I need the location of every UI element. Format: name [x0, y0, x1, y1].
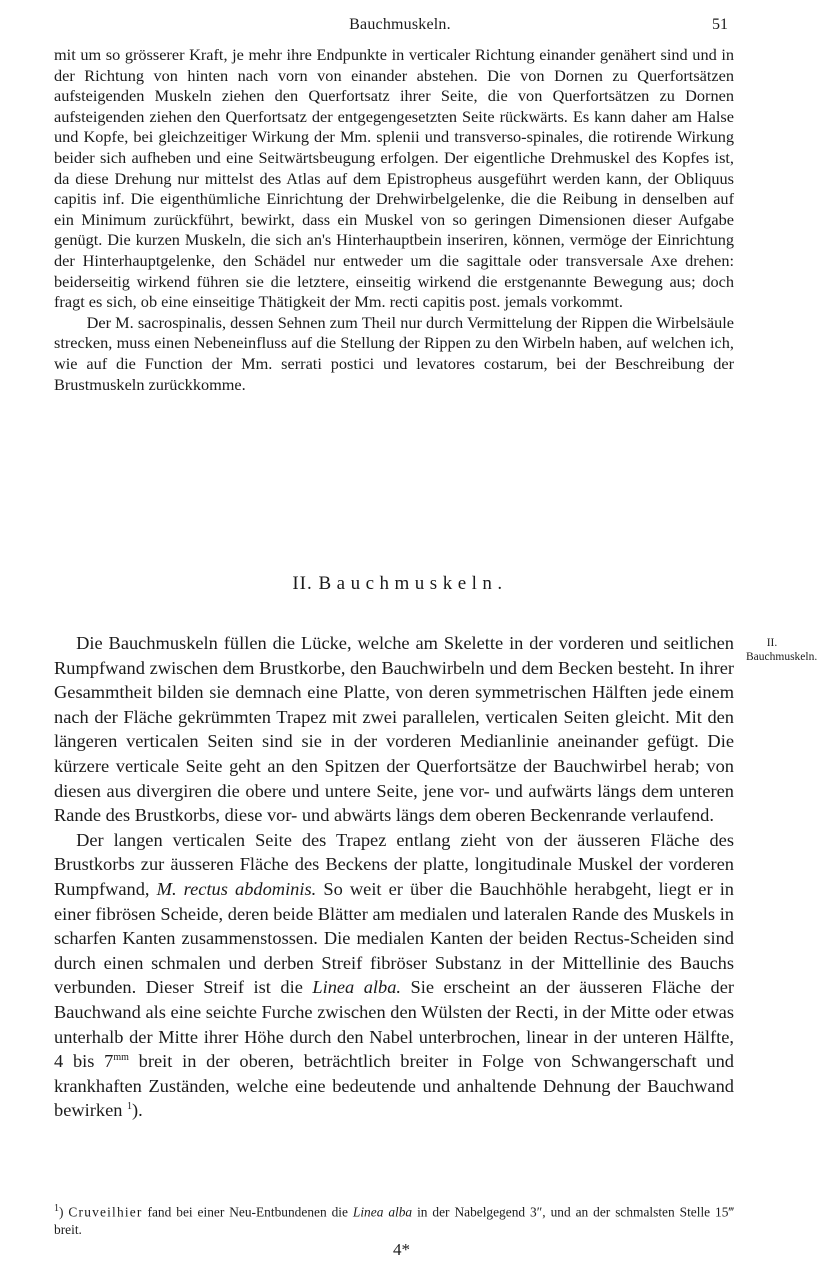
footnote-label: 1 [54, 1203, 59, 1214]
paragraph [54, 828, 734, 1123]
anatomical-term: Linea alba. [312, 977, 402, 998]
running-head [0, 16, 800, 36]
paragraph: Die Bauchmuskeln füllen die Lücke, welche am Skelette in der vorderen und seitlichen Rumpfwand zwischen dem Brustkorbe, den Bauchwirbeln und dem Becken besteht. In ihrer Gesammtheit bilden sie demnach eine Platte, von deren symmetrischen Hälften jede einem nach der Fläche gekrümmten Trapez mit zwei parallelen, verticalen Seiten gleicht. Mit den längeren verticalen Seiten sind sie in der vorderen Medianlinie aneinander gefügt. Die kürzere verticale Seite geht an den Spitzen der Querfortsätze der Bauchwirbel herab; von diesen aus divergiren die obere und untere Seite, jene vor- und aufwärts längs dem unteren Rande des Brustkorbs, diese vor- und abwärts längs dem oberen Beckenrande verlaufend. [54, 633, 734, 826]
text-run: So weit er über die Bauchhöhle herabgeht, liegt er in einer fibrösen Scheide, deren beide Blätter am medialen und lateralen Rande des Muskels in scharfen Kanten zusammenstossen. Die medialen Kanten der beiden Rectus-Scheiden sind durch einen schmalen und derben Streif fibröser Substanz in der Mittellinie des Bauchs verbunden. Dieser Streif ist die [54, 878, 734, 998]
footnote-reference: 1 [127, 1101, 133, 1113]
unit-superscript: mm [113, 1051, 129, 1063]
page-number: 51 [712, 16, 728, 33]
footnote-text: in der Nabelgegend 3″, und an der schmalsten Stelle 15‴ breit. [54, 1204, 735, 1238]
signature-mark: 4* [393, 1240, 410, 1259]
running-title: Bauchmuskeln. [349, 16, 451, 33]
text-run: Sie erscheint an der äusseren Fläche der Bauchwand als eine seichte Furche zwischen den Wülsten der Recti, in der Mitte oder etwas unterhalb der Mitte ihrer Höhe durch den Nabel unterbrochen, linear in der unteren Hälfte, 4 bis 7 [54, 977, 734, 1072]
paragraph: mit um so grösserer Kraft, je mehr ihre Endpunkte in verticaler Richtung einander genähert sind und in der Richtung von hinten nach vorn von einander abstehen. Die von Dornen zu Querfortsätzen aufsteigenden Muskeln ziehen den Querfortsatz ihrer Seite, die von Querfortsätzen zu Dornen aufsteigenden ziehen den Querfortsatz der entgegengesetzten Seite rückwärts. Es kann daher am Halse und Kopfe, bei gleichzeitiger Wirkung der Mm. splenii und transverso-spinales, die rotirende Wirkung beider sich aufheben und eine Seitwärtsbeugung erfolgen. Der eigentliche Drehmuskel des Kopfes ist, da diese Drehung nur mittelst des Atlas auf dem Epistropheus ausgeführt werden kann, der Obliquus capitis inf. Die eigenthümliche Einrichtung der Drehwirbelgelenke, die die Reibung in denselben auf ein Minimum zurückführt, bewirkt, dass ein Muskel von so geringen Dimensionen dieser Aufgabe genügt. Die kurzen Muskeln, die sich an's Hinterhauptbein inseriren, können, vermöge der Einrichtung der Hinterhauptgelenke, den Schädel nur entweder um die sagittale oder transversale Axe drehen: beiderseitig wirkend führen sie die letztere, einseitig wirkend die erstgenannte Bewegung aus; doch fragt es sich, ob eine einseitige Thätigkeit der Mm. recti capitis post. jemals vorkommt. [54, 45, 734, 312]
main-text [54, 631, 734, 1123]
text-run: breit in der oberen, beträchtlich breiter in Folge von Schwangerschaft und krankhaften Zuständen, welche eine bedeutende und anhaltende Dehnung der Bauchwand bewirken [54, 1051, 734, 1121]
anatomical-term: M. rectus abdominis. [156, 878, 317, 899]
footnote [54, 1200, 734, 1239]
footnote-text: fand bei einer Neu-Entbundenen die [142, 1204, 353, 1220]
text-run: Der langen verticalen Seite des Trapez entlang zieht von der äusseren Fläche des Brustkorbs zur äusseren Fläche des Beckens der platte, longitudinale Muskel der vorderen Rumpfwand, [54, 829, 734, 899]
continued-text [54, 45, 734, 395]
paragraph: Der M. sacrospinalis, dessen Sehnen zum Theil nur durch Vermittelung der Rippen die Wirbelsäule strecken, muss einen Nebeneinfluss auf die Stellung der Rippen zu den Wirbeln haben, auf welchen ich, wie auf die Function der Mm. serrati postici und levatores costarum, bei der Beschreibung der Brustmuskeln zurückkomme. [54, 312, 734, 394]
footnote-term: Linea alba [352, 1204, 413, 1220]
text-run: ). [132, 1100, 143, 1121]
section-numeral: II. [292, 573, 313, 594]
footnote-author: Cruveilhier [68, 1204, 143, 1220]
footnote-paren: ) [59, 1204, 69, 1220]
section-heading [0, 573, 800, 595]
margin-note: II. Bauchmuskeln. [746, 637, 817, 663]
section-title: Bauchmuskeln. [318, 573, 508, 594]
